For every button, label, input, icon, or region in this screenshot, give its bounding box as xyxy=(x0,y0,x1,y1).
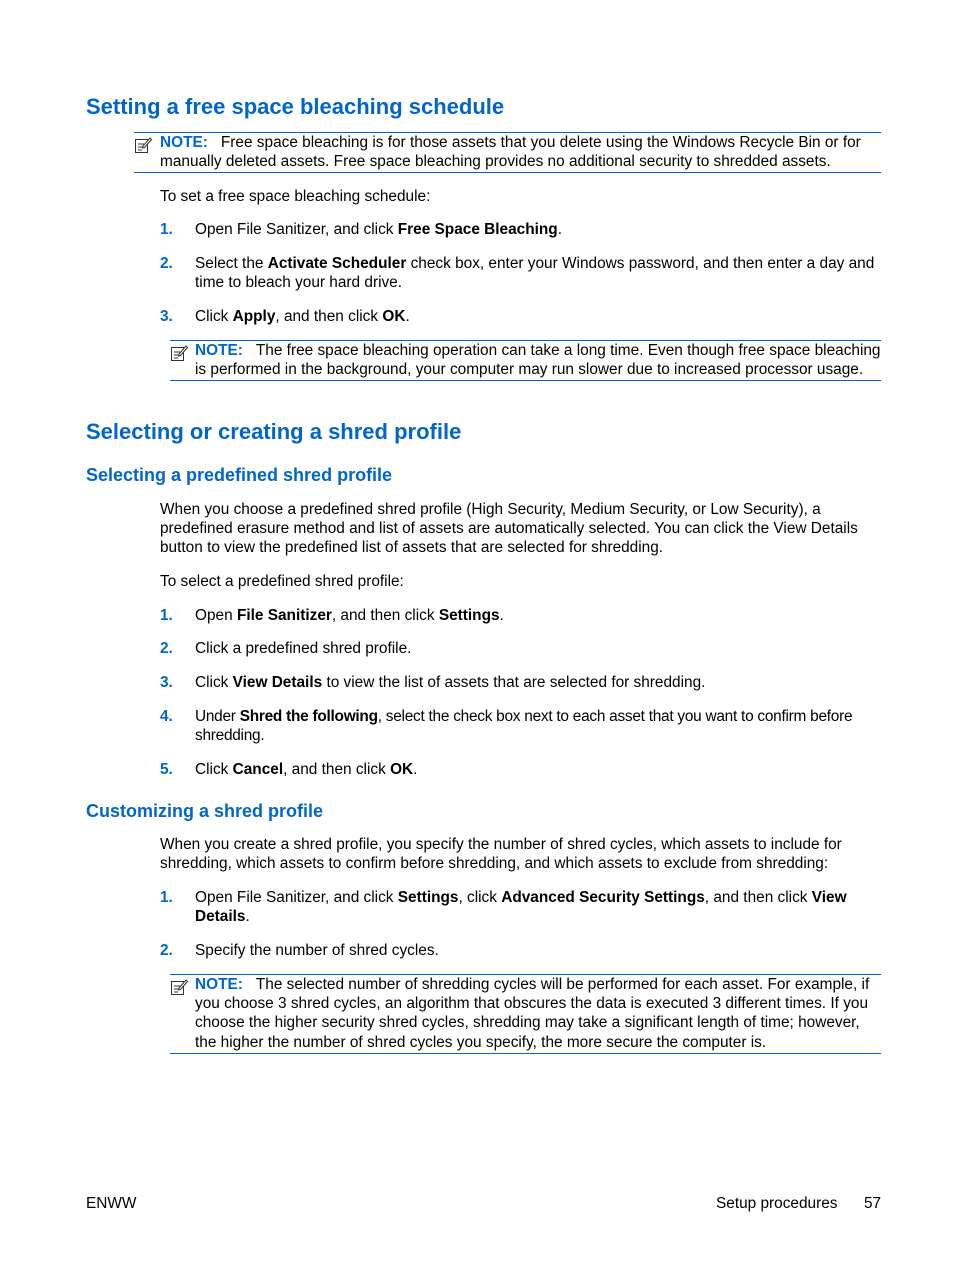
step-number: 1. xyxy=(160,607,173,624)
step-number: 4. xyxy=(160,708,173,725)
heading-free-space-bleaching: Setting a free space bleaching schedule xyxy=(86,94,505,119)
note-pencil-icon xyxy=(170,344,188,367)
note-bleaching-duration xyxy=(170,340,881,381)
note-pencil-icon xyxy=(134,136,152,159)
intro-bleaching-schedule: To set a free space bleaching schedule: xyxy=(160,188,431,205)
note-free-space-bleaching xyxy=(134,132,881,173)
note-label: NOTE: xyxy=(160,134,208,151)
footer-left: ENWW xyxy=(86,1195,137,1212)
list-item: 5. Click Cancel, and then click OK. xyxy=(160,761,418,778)
step-number: 3. xyxy=(160,674,173,691)
step-number: 1. xyxy=(160,221,173,238)
heading-predefined-shred-profile: Selecting a predefined shred profile xyxy=(86,465,393,485)
list-item: 2. Click a predefined shred profile. xyxy=(160,640,412,657)
note-text: The free space bleaching operation can take a long time. Even though free space bleaching is performed in the background, your computer may run slower due to increased processor usage. xyxy=(195,342,881,379)
step-number: 2. xyxy=(160,255,173,272)
list-item: 2. Select the Activate Scheduler check box, enter your Windows password, and then enter a day and time to bleach your hard drive. xyxy=(160,255,875,292)
step-number: 2. xyxy=(160,942,173,959)
list-item: 1. Open File Sanitizer, and click Settings, click Advanced Security Settings, and then click View Details. xyxy=(160,889,847,926)
note-text: The selected number of shredding cycles will be performed for each asset. For example, if you choose 3 shred cycles, an algorithm that obscures the data is executed 3 different times. If you choose the higher security shred cycles, shredding may take a significant length of time; however, the higher the number of shred cycles you specify, the more secure the computer is. xyxy=(195,976,870,1051)
list-item: 1. Open File Sanitizer, and click Free Space Bleaching. xyxy=(160,221,562,238)
note-shred-cycles xyxy=(170,974,881,1054)
list-item: 3. Click Apply, and then click OK. xyxy=(160,308,410,325)
note-label: NOTE: xyxy=(195,342,243,359)
heading-customizing-shred-profile: Customizing a shred profile xyxy=(86,801,324,821)
note-label: NOTE: xyxy=(195,976,243,993)
step-number: 1. xyxy=(160,889,173,906)
intro-select-predefined: To select a predefined shred profile: xyxy=(160,573,404,590)
list-item: 2. Specify the number of shred cycles. xyxy=(160,942,439,959)
page-number: 57 xyxy=(864,1195,882,1212)
step-number: 2. xyxy=(160,640,173,657)
step-number: 5. xyxy=(160,761,173,778)
list-item: 4. Under Shred the following, select the check box next to each asset that you want to confirm before shredding. xyxy=(160,708,853,745)
list-item: 3. Click View Details to view the list of assets that are selected for shredding. xyxy=(160,674,706,691)
list-item: 1. Open File Sanitizer, and then click Settings. xyxy=(160,607,504,624)
note-text: Free space bleaching is for those assets that you delete using the Windows Recycle Bin or for manually deleted assets. Free space bleaching provides no additional security to shredded assets. xyxy=(160,134,861,171)
heading-shred-profile: Selecting or creating a shred profile xyxy=(86,419,462,444)
step-number: 3. xyxy=(160,308,173,325)
paragraph-predefined-profile: When you choose a predefined shred profile (High Security, Medium Security, or Low Security), a predefined erasure method and list of assets are automatically selected. You can click the View Details button to view the predefined list of assets that are selected for shredding. xyxy=(160,501,858,557)
note-pencil-icon xyxy=(170,978,188,1001)
footer-section-title: Setup procedures xyxy=(716,1195,838,1212)
paragraph-custom-profile: When you create a shred profile, you specify the number of shred cycles, which assets to include for shredding, which assets to confirm before shredding, and which assets to exclude from shredding: xyxy=(160,836,842,873)
